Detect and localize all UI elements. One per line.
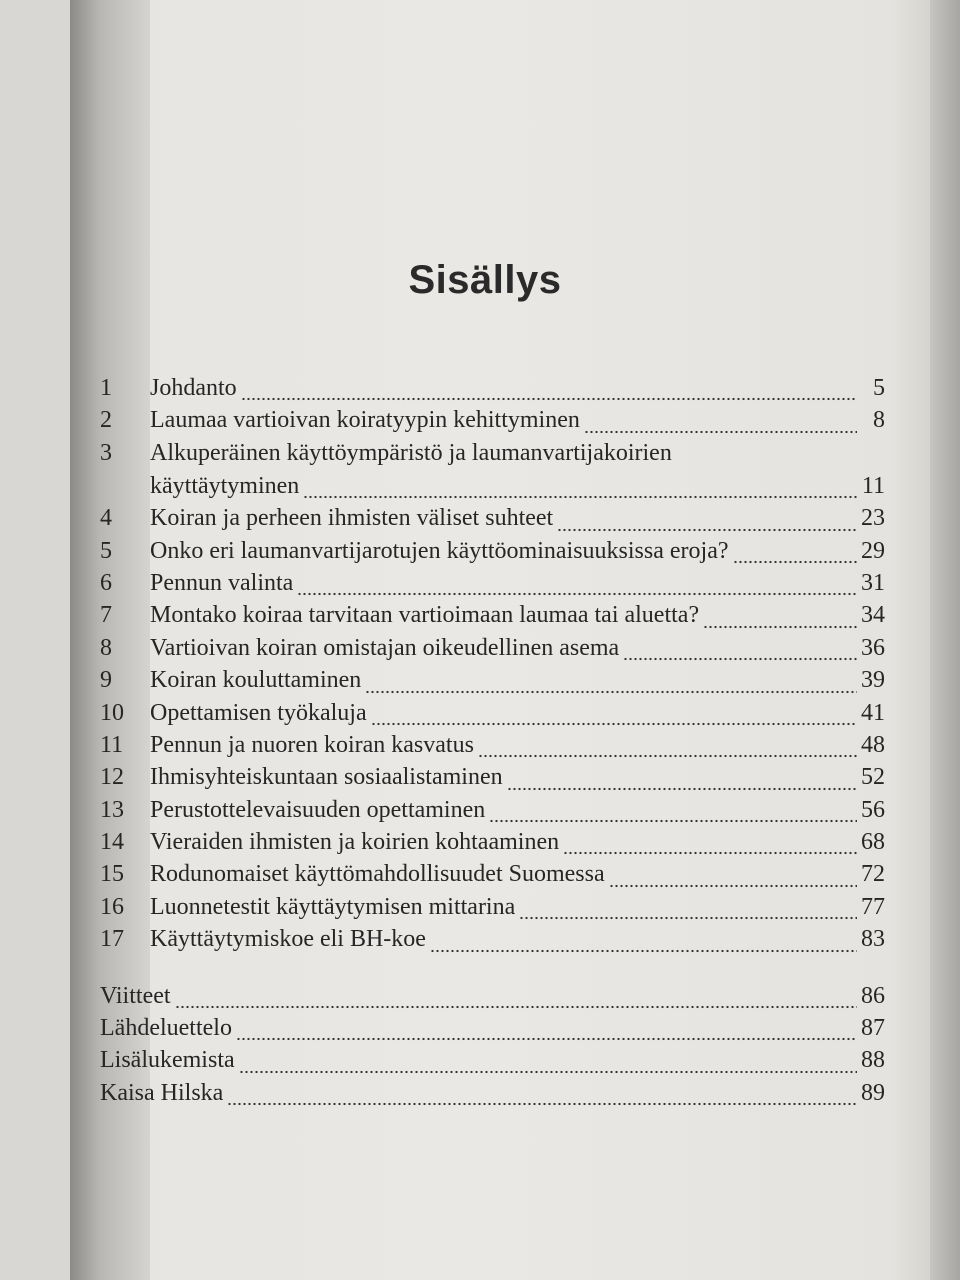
back-matter-title: Kaisa Hilska bbox=[100, 1079, 224, 1106]
toc-entry bbox=[100, 538, 885, 570]
back-matter-entry bbox=[100, 1015, 885, 1047]
dot-leader bbox=[703, 625, 857, 629]
chapter-number: 7 bbox=[100, 602, 112, 629]
page-number: 83 bbox=[861, 926, 885, 953]
page-number: 23 bbox=[861, 505, 885, 532]
dot-leader bbox=[175, 1005, 857, 1009]
back-matter-entry bbox=[100, 1080, 885, 1112]
toc-entry bbox=[100, 861, 885, 893]
page-number: 36 bbox=[861, 634, 885, 661]
chapter-title: Pennun valinta bbox=[150, 569, 294, 596]
dot-leader bbox=[507, 787, 857, 791]
page-number: 29 bbox=[861, 537, 885, 564]
back-matter-title: Viitteet bbox=[100, 982, 171, 1009]
page-number: 77 bbox=[861, 893, 885, 920]
page-number: 8 bbox=[873, 407, 885, 434]
toc-entry bbox=[100, 440, 885, 473]
toc-entry bbox=[100, 829, 885, 861]
dot-leader bbox=[563, 851, 857, 855]
toc-entry bbox=[100, 764, 885, 796]
page-number: 34 bbox=[861, 602, 885, 629]
chapter-title: Rodunomaiset käyttömahdollisuudet Suomessa bbox=[150, 861, 605, 888]
chapter-title: Pennun ja nuoren koiran kasvatus bbox=[150, 731, 474, 758]
toc-entry bbox=[100, 797, 885, 829]
chapter-title: Montako koiraa tarvitaan vartioimaan laumaa tai aluetta? bbox=[150, 602, 700, 629]
chapter-number: 3 bbox=[100, 439, 112, 466]
dot-leader bbox=[303, 495, 857, 499]
dot-leader bbox=[557, 528, 857, 532]
dot-leader bbox=[239, 1070, 857, 1074]
toc-entry-continuation bbox=[100, 473, 885, 505]
toc-entry bbox=[100, 602, 885, 634]
dot-leader bbox=[365, 690, 857, 694]
page-number: 48 bbox=[861, 731, 885, 758]
page-number: 86 bbox=[861, 982, 885, 1009]
toc-entry bbox=[100, 732, 885, 764]
section-gap bbox=[100, 959, 885, 983]
dot-leader bbox=[733, 560, 857, 564]
chapter-title: Koiran ja perheen ihmisten väliset suhteet bbox=[150, 505, 554, 532]
toc-entry bbox=[100, 570, 885, 602]
dot-leader bbox=[489, 819, 857, 823]
chapter-number: 5 bbox=[100, 537, 112, 564]
dot-leader bbox=[623, 657, 857, 661]
dot-leader bbox=[371, 722, 857, 726]
toc-entry bbox=[100, 407, 885, 439]
toc-entry bbox=[100, 505, 885, 537]
page-number: 41 bbox=[861, 699, 885, 726]
table-of-contents bbox=[100, 375, 885, 1112]
chapter-title: Vartioivan koiran omistajan oikeudellinen asema bbox=[150, 634, 620, 661]
dot-leader bbox=[519, 916, 857, 920]
chapter-number: 17 bbox=[100, 926, 124, 953]
dot-leader bbox=[584, 430, 857, 434]
back-matter-title: Lähdeluettelo bbox=[100, 1015, 232, 1042]
page-number: 5 bbox=[873, 375, 885, 401]
chapter-title: Alkuperäinen käyttöympäristö ja laumanvartijakoirien bbox=[150, 439, 672, 466]
chapter-title: Käyttäytymiskoe eli BH-koe bbox=[150, 926, 426, 953]
page-edge bbox=[930, 0, 960, 1280]
page-number: 72 bbox=[861, 861, 885, 888]
page-number: 88 bbox=[861, 1047, 885, 1074]
toc-entry bbox=[100, 667, 885, 699]
toc-entry bbox=[100, 635, 885, 667]
dot-leader bbox=[227, 1102, 857, 1106]
chapter-number: 4 bbox=[100, 505, 112, 532]
chapter-number: 9 bbox=[100, 667, 112, 694]
chapter-title-continuation: käyttäytyminen bbox=[150, 472, 300, 499]
dot-leader bbox=[478, 754, 857, 758]
chapter-number: 12 bbox=[100, 764, 124, 791]
page-number: 87 bbox=[861, 1015, 885, 1042]
back-matter-entry bbox=[100, 1047, 885, 1079]
chapter-number: 11 bbox=[100, 731, 124, 758]
dot-leader bbox=[609, 884, 857, 888]
toc-entry bbox=[100, 926, 885, 958]
chapter-title: Perustottelevaisuuden opettaminen bbox=[150, 796, 486, 823]
dot-leader bbox=[241, 397, 857, 401]
toc-entry bbox=[100, 375, 885, 407]
chapter-title: Onko eri laumanvartijarotujen käyttöominaisuuksissa eroja? bbox=[150, 537, 729, 564]
dot-leader bbox=[236, 1037, 857, 1041]
chapter-number: 8 bbox=[100, 634, 112, 661]
chapter-title: Opettamisen työkaluja bbox=[150, 699, 367, 726]
chapter-title: Ihmisyhteiskuntaan sosiaalistaminen bbox=[150, 764, 503, 791]
chapter-title: Luonnetestit käyttäytymisen mittarina bbox=[150, 893, 516, 920]
chapter-title: Johdanto bbox=[150, 375, 237, 401]
chapter-number: 6 bbox=[100, 569, 112, 596]
chapter-title: Koiran kouluttaminen bbox=[150, 667, 362, 694]
chapter-number: 16 bbox=[100, 893, 124, 920]
toc-entry bbox=[100, 700, 885, 732]
page-number: 68 bbox=[861, 829, 885, 856]
page-title: Sisällys bbox=[408, 258, 562, 302]
chapter-number: 1 bbox=[100, 375, 112, 401]
chapter-number: 14 bbox=[100, 829, 124, 856]
chapter-title: Vieraiden ihmisten ja koirien kohtaaminen bbox=[150, 829, 560, 856]
dot-leader bbox=[430, 949, 857, 953]
page-number: 56 bbox=[861, 796, 885, 823]
dot-leader bbox=[297, 592, 857, 596]
page-number: 11 bbox=[861, 472, 885, 499]
chapter-number: 15 bbox=[100, 861, 124, 888]
chapter-title: Laumaa vartioivan koiratyypin kehittyminen bbox=[150, 407, 580, 434]
chapter-number: 2 bbox=[100, 407, 112, 434]
chapter-number: 10 bbox=[100, 699, 124, 726]
page-number: 39 bbox=[861, 667, 885, 694]
chapter-number: 13 bbox=[100, 796, 124, 823]
back-matter-title: Lisälukemista bbox=[100, 1047, 235, 1074]
toc-entry bbox=[100, 894, 885, 926]
page-number: 52 bbox=[861, 764, 885, 791]
page-number: 31 bbox=[861, 569, 885, 596]
page-number: 89 bbox=[861, 1079, 885, 1106]
back-matter-entry bbox=[100, 983, 885, 1015]
